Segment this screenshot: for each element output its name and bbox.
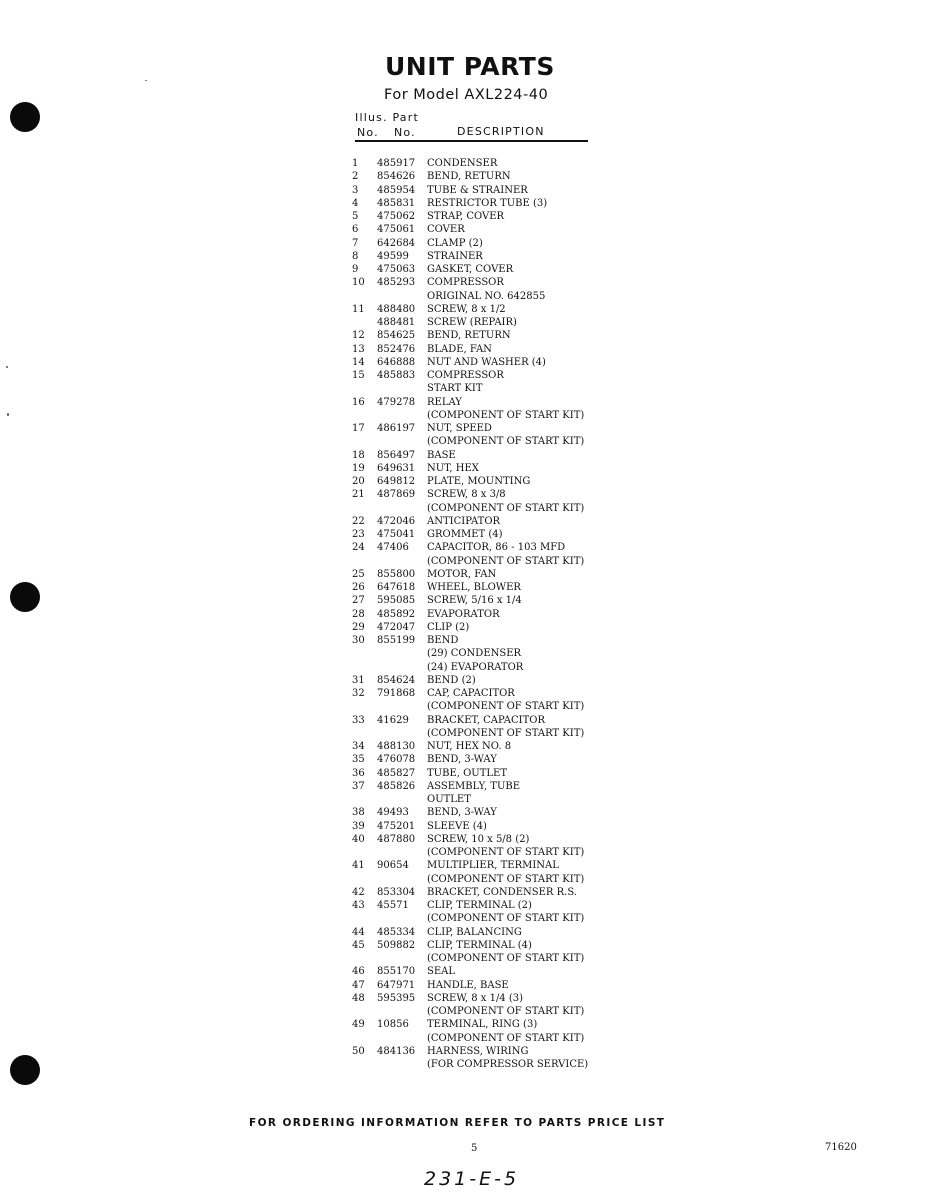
illus-number: 39 <box>352 820 365 832</box>
parts-row <box>340 409 620 422</box>
illus-number: 8 <box>352 250 359 262</box>
part-number: 509882 <box>377 939 416 951</box>
illus-number: 42 <box>352 886 365 898</box>
illus-number: 50 <box>352 1045 365 1057</box>
parts-row <box>340 157 620 170</box>
parts-row <box>340 237 620 250</box>
parts-row <box>340 727 620 740</box>
part-description: GASKET, COVER <box>427 264 514 275</box>
part-description: BEND, 3-WAY <box>427 754 497 766</box>
parts-row <box>340 210 620 223</box>
scan-speck <box>145 80 147 81</box>
part-description: (COMPONENT OF START KIT) <box>427 701 585 713</box>
part-number: 647618 <box>377 582 416 593</box>
part-description: SCREW, 8 x 1/2 <box>427 303 506 315</box>
parts-row <box>340 475 620 488</box>
parts-row <box>340 316 620 329</box>
part-description: (COMPONENT OF START KIT) <box>427 873 585 885</box>
part-description: SLEEVE (4) <box>427 820 487 832</box>
part-description: BASE <box>427 449 456 461</box>
part-description: OUTLET <box>427 794 471 805</box>
parts-row <box>340 594 620 607</box>
part-number: 855199 <box>377 635 416 646</box>
part-description: (COMPONENT OF START KIT) <box>427 1006 585 1017</box>
parts-row <box>340 780 620 793</box>
part-number: 487869 <box>377 489 416 501</box>
parts-row <box>340 223 620 236</box>
illus-number: 6 <box>352 224 359 236</box>
part-description: EVAPORATOR <box>427 608 500 620</box>
part-description: CLIP, BALANCING <box>427 926 522 938</box>
part-number: 646888 <box>377 356 416 368</box>
part-description: BEND, 3-WAY <box>427 807 497 819</box>
parts-row <box>340 422 620 435</box>
part-description: (COMPONENT OF START KIT) <box>427 913 585 925</box>
illus-number: 28 <box>352 608 365 620</box>
part-description: CAP, CAPACITOR <box>427 688 515 699</box>
parts-row <box>340 369 620 382</box>
part-description: START KIT <box>427 383 483 395</box>
part-number: 485892 <box>377 608 416 620</box>
part-number: 479278 <box>377 396 416 408</box>
part-description: SCREW, 8 x 3/8 <box>427 489 506 501</box>
illus-number: 10 <box>352 277 365 289</box>
part-description: CLIP, TERMINAL (4) <box>427 939 532 951</box>
part-description: (COMPONENT OF START KIT) <box>427 953 585 964</box>
part-description: MULTIPLIER, TERMINAL <box>427 860 559 872</box>
part-number: 475062 <box>377 211 416 222</box>
illus-number: 18 <box>352 449 365 461</box>
part-number: 855170 <box>377 966 416 978</box>
part-number: 856497 <box>377 449 416 461</box>
part-number: 475201 <box>377 820 416 832</box>
parts-row <box>340 1058 620 1071</box>
parts-row <box>340 329 620 342</box>
parts-row <box>340 753 620 766</box>
part-number: 476078 <box>377 754 416 766</box>
part-description: RESTRICTOR TUBE (3) <box>427 197 548 209</box>
parts-row <box>340 250 620 263</box>
part-description: NUT, HEX <box>427 462 479 474</box>
parts-row <box>340 899 620 912</box>
part-description: NUT, HEX NO. 8 <box>427 741 512 752</box>
parts-row <box>340 952 620 965</box>
page-title: UNIT PARTS <box>385 52 555 81</box>
part-description: (COMPONENT OF START KIT) <box>427 409 585 421</box>
parts-row <box>340 396 620 409</box>
illus-number: 35 <box>352 754 365 766</box>
parts-row <box>340 859 620 872</box>
scan-speck <box>7 413 9 416</box>
illus-number: 34 <box>352 741 365 752</box>
part-number: 647971 <box>377 979 416 991</box>
parts-row <box>340 356 620 369</box>
illus-number: 3 <box>352 184 359 196</box>
parts-row <box>340 992 620 1005</box>
illus-number: 21 <box>352 489 365 501</box>
illus-number: 40 <box>352 833 365 845</box>
illus-number: 46 <box>352 966 365 978</box>
handwritten-reference: 231-E-5 <box>424 1168 520 1190</box>
part-number: 485827 <box>377 767 416 779</box>
part-description: (COMPONENT OF START KIT) <box>427 727 585 739</box>
part-number: 472047 <box>377 621 416 633</box>
part-number: 642684 <box>377 237 416 249</box>
part-number: 595085 <box>377 595 416 607</box>
parts-row <box>340 767 620 780</box>
parts-row <box>340 515 620 528</box>
parts-row <box>340 462 620 475</box>
parts-row <box>340 1032 620 1045</box>
part-description: BEND (2) <box>427 674 476 686</box>
illus-number: 14 <box>352 356 365 368</box>
part-number: 49493 <box>377 807 409 819</box>
part-description: SCREW, 8 x 1/4 (3) <box>427 992 524 1004</box>
parts-row <box>340 1018 620 1031</box>
punch-hole-top <box>10 102 40 132</box>
part-description: CLAMP (2) <box>427 237 483 249</box>
illus-number: 30 <box>352 635 365 646</box>
parts-row <box>340 687 620 700</box>
column-header-illus-part: Illus. Part <box>355 111 419 124</box>
part-description: (FOR COMPRESSOR SERVICE) <box>427 1059 589 1070</box>
part-description: COMPRESSOR <box>427 370 504 381</box>
page-number: 5 <box>471 1143 478 1154</box>
parts-row <box>340 939 620 952</box>
part-description: STRAP, COVER <box>427 211 505 222</box>
parts-row <box>340 806 620 819</box>
part-number: 41629 <box>377 714 409 726</box>
parts-row <box>340 846 620 859</box>
parts-row <box>340 303 620 316</box>
illus-number: 37 <box>352 780 365 792</box>
part-description: COVER <box>427 224 465 236</box>
part-description: BEND, RETURN <box>427 330 511 342</box>
part-number: 488481 <box>377 317 416 328</box>
part-description: CLIP (2) <box>427 621 470 633</box>
illus-number: 32 <box>352 688 365 699</box>
part-description: (COMPONENT OF START KIT) <box>427 502 585 514</box>
part-description: BLADE, FAN <box>427 343 492 355</box>
part-number: 485883 <box>377 370 416 381</box>
part-number: 485826 <box>377 780 416 792</box>
part-description: TUBE, OUTLET <box>427 767 508 779</box>
part-description: HARNESS, WIRING <box>427 1045 529 1057</box>
column-header-part-no: No. <box>394 126 416 139</box>
parts-row <box>340 528 620 541</box>
part-description: CLIP, TERMINAL (2) <box>427 900 532 911</box>
parts-row <box>340 674 620 687</box>
column-header-illus-no: No. <box>357 126 379 139</box>
part-description: TUBE & STRAINER <box>427 184 528 196</box>
part-number: 854624 <box>377 674 416 686</box>
punch-hole-bottom <box>10 1055 40 1085</box>
parts-row <box>340 555 620 568</box>
part-description: RELAY <box>427 396 462 408</box>
part-description: TERMINAL, RING (3) <box>427 1019 538 1031</box>
parts-row <box>340 714 620 727</box>
illus-number: 26 <box>352 582 365 593</box>
column-header-description: DESCRIPTION <box>457 125 545 138</box>
parts-row <box>340 541 620 554</box>
part-description: (29) CONDENSER <box>427 648 522 660</box>
part-description: COMPRESSOR <box>427 277 504 289</box>
part-description: NUT, SPEED <box>427 423 492 434</box>
part-number: 488130 <box>377 741 416 752</box>
parts-row <box>340 979 620 992</box>
part-description: STRAINER <box>427 250 483 262</box>
illus-number: 7 <box>352 237 359 249</box>
part-number: 485831 <box>377 197 416 209</box>
parts-row <box>340 634 620 647</box>
parts-row <box>340 382 620 395</box>
part-description: PLATE, MOUNTING <box>427 476 531 487</box>
parts-row <box>340 197 620 210</box>
illus-number: 13 <box>352 343 365 355</box>
parts-row <box>340 1045 620 1058</box>
part-description: SCREW (REPAIR) <box>427 317 517 328</box>
header-rule <box>355 140 588 142</box>
parts-row <box>340 700 620 713</box>
illus-number: 44 <box>352 926 365 938</box>
illus-number: 33 <box>352 714 365 726</box>
part-description: HANDLE, BASE <box>427 979 509 991</box>
parts-row <box>340 926 620 939</box>
parts-row <box>340 170 620 183</box>
illus-number: 15 <box>352 370 365 381</box>
parts-row <box>340 435 620 448</box>
part-number: 854625 <box>377 330 416 342</box>
illus-number: 9 <box>352 264 359 275</box>
part-number: 475063 <box>377 264 416 275</box>
part-description: MOTOR, FAN <box>427 568 497 580</box>
part-description: SCREW, 5/16 x 1/4 <box>427 595 522 607</box>
part-description: (COMPONENT OF START KIT) <box>427 847 585 858</box>
part-description: BEND, RETURN <box>427 171 511 183</box>
part-number: 595395 <box>377 992 416 1004</box>
illus-number: 38 <box>352 807 365 819</box>
part-number: 649812 <box>377 476 416 487</box>
part-description: BRACKET, CAPACITOR <box>427 714 545 726</box>
illus-number: 2 <box>352 171 359 183</box>
parts-row <box>340 502 620 515</box>
parts-row <box>340 886 620 899</box>
part-number: 791868 <box>377 688 416 699</box>
parts-row <box>340 608 620 621</box>
part-number: 45571 <box>377 900 409 911</box>
illus-number: 17 <box>352 423 365 434</box>
part-description: (COMPONENT OF START KIT) <box>427 1032 585 1044</box>
illus-number: 24 <box>352 542 365 554</box>
part-number: 487880 <box>377 833 416 845</box>
part-description: NUT AND WASHER (4) <box>427 356 546 368</box>
parts-row <box>340 449 620 462</box>
document-code: 71620 <box>825 1142 857 1153</box>
illus-number: 25 <box>352 568 365 580</box>
part-description: CONDENSER <box>427 158 498 169</box>
part-description: BEND <box>427 635 459 646</box>
illus-number: 22 <box>352 515 365 527</box>
part-number: 49599 <box>377 250 409 262</box>
parts-row <box>340 290 620 303</box>
illus-number: 41 <box>352 860 365 872</box>
illus-number: 19 <box>352 462 365 474</box>
part-number: 854626 <box>377 171 416 183</box>
part-description: SEAL <box>427 966 456 978</box>
illus-number: 23 <box>352 529 365 540</box>
part-number: 852476 <box>377 343 416 355</box>
illus-number: 12 <box>352 330 365 342</box>
part-number: 486197 <box>377 423 416 434</box>
part-number: 90654 <box>377 860 409 872</box>
part-number: 485917 <box>377 158 416 169</box>
illus-number: 47 <box>352 979 365 991</box>
parts-row <box>340 965 620 978</box>
parts-row <box>340 263 620 276</box>
part-number: 488480 <box>377 303 416 315</box>
part-number: 475061 <box>377 224 416 236</box>
parts-list <box>340 157 620 1071</box>
part-description: WHEEL, BLOWER <box>427 582 521 593</box>
illus-number: 48 <box>352 992 365 1004</box>
part-description: (COMPONENT OF START KIT) <box>427 436 585 448</box>
ordering-note: FOR ORDERING INFORMATION REFER TO PARTS PRICE LIST <box>249 1117 666 1129</box>
punch-hole-middle <box>10 582 40 612</box>
part-description: (COMPONENT OF START KIT) <box>427 555 585 567</box>
part-number: 853304 <box>377 886 416 898</box>
parts-row <box>340 343 620 356</box>
part-number: 475041 <box>377 529 416 540</box>
part-number: 485293 <box>377 277 416 289</box>
part-number: 485334 <box>377 926 416 938</box>
part-description: GROMMET (4) <box>427 529 503 540</box>
part-number: 649631 <box>377 462 416 474</box>
illus-number: 49 <box>352 1019 365 1031</box>
illus-number: 4 <box>352 197 359 209</box>
parts-row <box>340 833 620 846</box>
illus-number: 11 <box>352 303 365 315</box>
illus-number: 27 <box>352 595 365 607</box>
parts-row <box>340 912 620 925</box>
part-description: CAPACITOR, 86 - 103 MFD <box>427 542 566 554</box>
part-number: 10856 <box>377 1019 409 1031</box>
parts-row <box>340 820 620 833</box>
part-description: ASSEMBLY, TUBE <box>427 780 521 792</box>
model-subtitle: For Model AXL224-40 <box>384 87 549 103</box>
parts-row <box>340 488 620 501</box>
illus-number: 1 <box>352 158 359 169</box>
illus-number: 29 <box>352 621 365 633</box>
parts-row <box>340 581 620 594</box>
parts-row <box>340 793 620 806</box>
part-description: SCREW, 10 x 5/8 (2) <box>427 833 530 845</box>
illus-number: 5 <box>352 211 359 222</box>
illus-number: 36 <box>352 767 365 779</box>
parts-row <box>340 661 620 674</box>
illus-number: 45 <box>352 939 365 951</box>
parts-row <box>340 621 620 634</box>
part-description: BRACKET, CONDENSER R.S. <box>427 886 577 898</box>
parts-row <box>340 873 620 886</box>
parts-row <box>340 647 620 660</box>
parts-row <box>340 276 620 289</box>
parts-row <box>340 568 620 581</box>
part-number: 855800 <box>377 568 416 580</box>
illus-number: 16 <box>352 396 365 408</box>
scan-speck <box>6 366 8 368</box>
illus-number: 20 <box>352 476 365 487</box>
parts-row <box>340 740 620 753</box>
part-description: ORIGINAL NO. 642855 <box>427 290 546 302</box>
part-number: 472046 <box>377 515 416 527</box>
illus-number: 43 <box>352 900 365 911</box>
parts-row <box>340 184 620 197</box>
part-number: 484136 <box>377 1045 416 1057</box>
illus-number: 31 <box>352 674 365 686</box>
part-description: (24) EVAPORATOR <box>427 661 524 673</box>
parts-row <box>340 1005 620 1018</box>
part-number: 47406 <box>377 542 409 554</box>
part-number: 485954 <box>377 184 416 196</box>
part-description: ANTICIPATOR <box>427 515 501 527</box>
